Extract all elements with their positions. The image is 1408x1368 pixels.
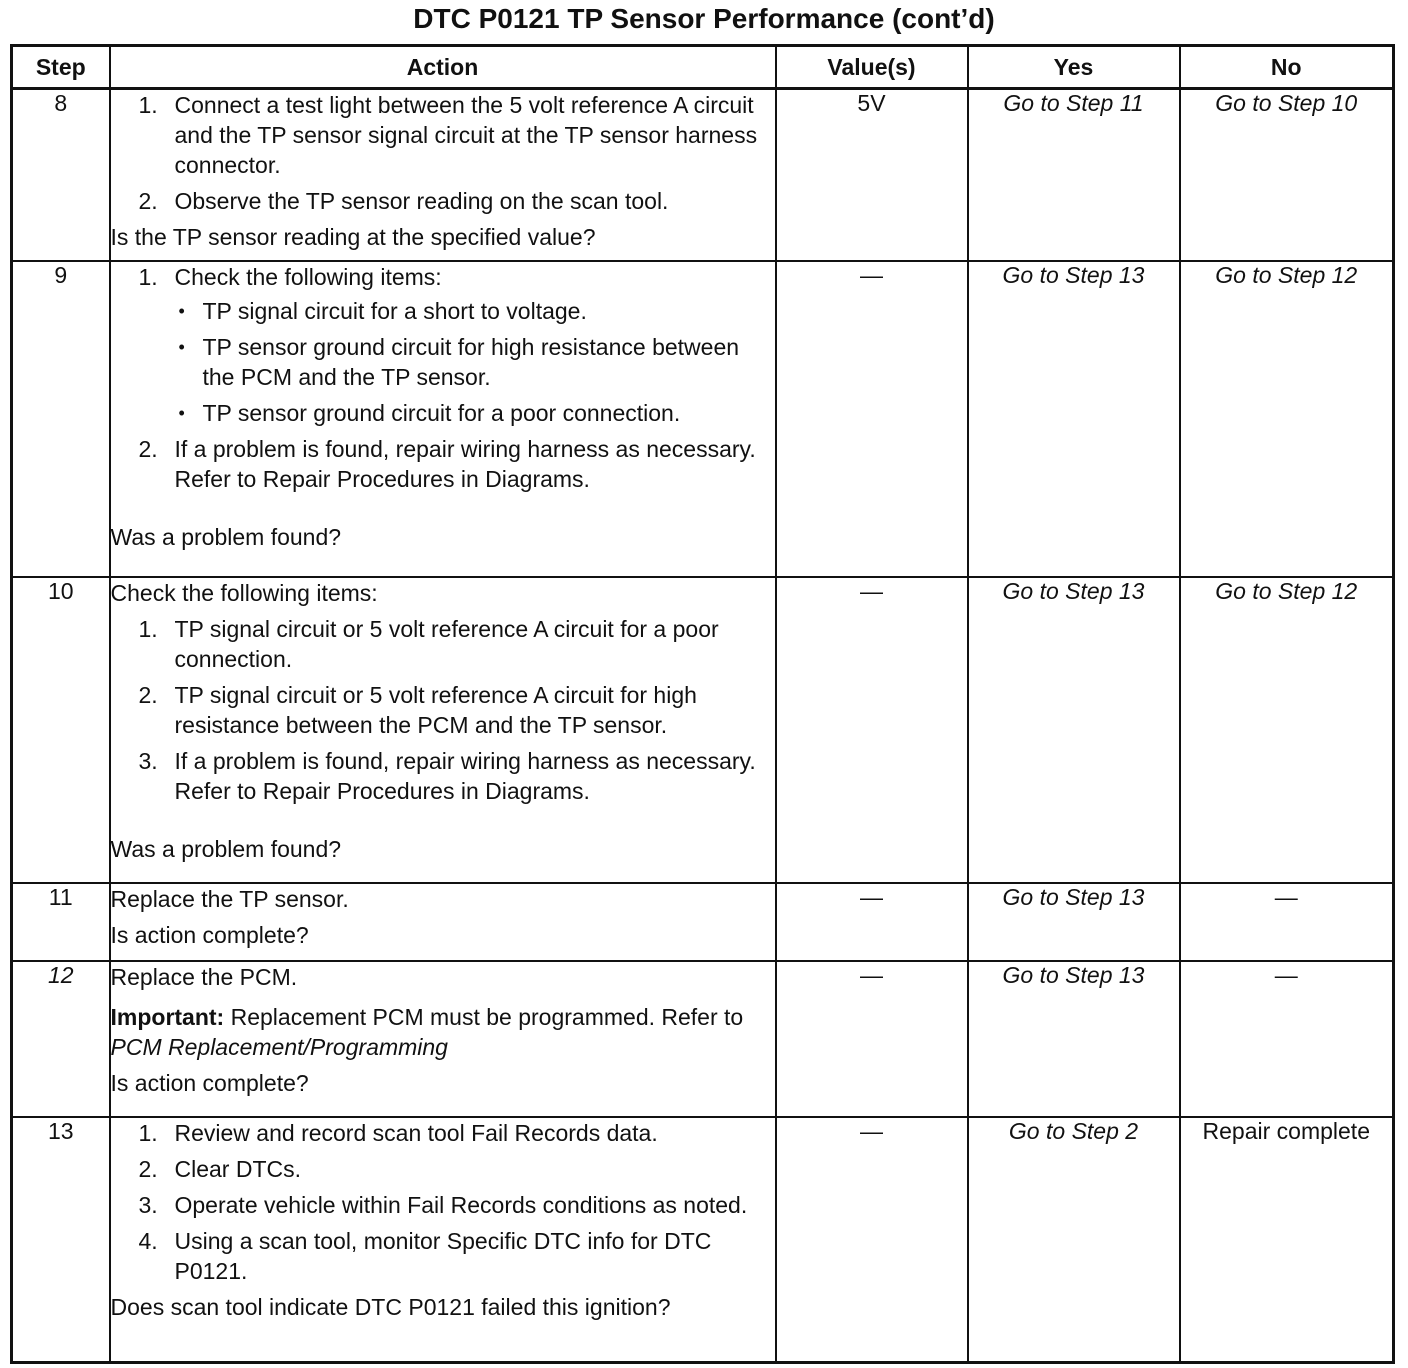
- table-row: [12, 577, 1394, 883]
- list-item: [111, 262, 775, 428]
- step-index: 2.: [138, 435, 158, 462]
- step-number: 10: [12, 577, 110, 883]
- step-index: 1.: [138, 92, 158, 118]
- value-cell: —: [776, 883, 968, 961]
- question-text: Does scan tool indicate DTC P0121 failed this ignition?: [110, 1293, 671, 1320]
- table-row: [12, 961, 1394, 1117]
- bullet-item: • TP sensor ground circuit for high resistance between the PCM and the TP sensor.: [175, 332, 775, 392]
- step-text: Clear DTCs.: [174, 1155, 302, 1182]
- list-item: [111, 680, 775, 740]
- table-row: [12, 1117, 1394, 1363]
- step-index: 1.: [138, 615, 158, 642]
- step-index: 1.: [138, 263, 158, 290]
- step-index: 3.: [138, 747, 158, 774]
- action-text: Replace the TP sensor.: [110, 885, 349, 912]
- question-text: Is action complete?: [110, 921, 309, 948]
- step-number: 12: [12, 961, 110, 1117]
- table-row: [12, 261, 1394, 577]
- action-cell: [110, 89, 776, 261]
- yes-link: Go to Step 2: [968, 1117, 1180, 1363]
- step-index: 2.: [138, 188, 158, 214]
- action-cell: [110, 961, 776, 1117]
- header-yes: Yes: [968, 46, 1180, 89]
- list-item: [111, 614, 775, 674]
- step-text: Operate vehicle within Fail Records conditions as noted.: [174, 1191, 748, 1218]
- action-cell: [110, 1117, 776, 1363]
- list-item: [111, 746, 775, 806]
- table-row: [12, 89, 1394, 261]
- action-steps: [111, 90, 775, 216]
- header-values: Value(s): [776, 46, 968, 89]
- question-text: Was a problem found?: [110, 835, 342, 862]
- step-text: TP signal circuit or 5 volt reference A circuit for high resistance between the PCM and the TP sensor.: [174, 681, 697, 738]
- header-step: Step: [12, 46, 110, 89]
- important-label: Important:: [110, 1003, 225, 1030]
- no-link: Go to Step 12: [1180, 261, 1394, 577]
- list-item: [111, 1226, 775, 1286]
- step-text: Review and record scan tool Fail Records data.: [174, 1119, 658, 1146]
- important-text: Replacement PCM must be programmed. Refer to: [230, 1003, 744, 1030]
- step-number: 13: [12, 1117, 110, 1363]
- important-reference: PCM Replacement/Programming: [110, 1033, 448, 1060]
- no-link: Go to Step 12: [1180, 577, 1394, 883]
- list-item: [111, 186, 775, 216]
- list-item: [111, 434, 775, 494]
- value-cell: —: [776, 961, 968, 1117]
- question-text: Is the TP sensor reading at the specified value?: [110, 224, 596, 250]
- step-index: 1.: [138, 1119, 158, 1146]
- list-item: [111, 1118, 775, 1148]
- important-note: [111, 1002, 775, 1062]
- question-text: Was a problem found?: [110, 523, 342, 550]
- value-cell: —: [776, 1117, 968, 1363]
- no-link: Go to Step 10: [1180, 89, 1394, 261]
- step-text: If a problem is found, repair wiring harness as necessary. Refer to Repair Procedures in Diagrams.: [174, 435, 756, 492]
- action-text: Replace the PCM.: [110, 963, 298, 990]
- step-text: Connect a test light between the 5 volt reference A circuit and the TP sensor signal circuit at the TP sensor harness connector.: [174, 92, 758, 178]
- diagnostic-table: [10, 44, 1395, 1364]
- header-action: Action: [110, 46, 776, 89]
- bullet-list: [175, 296, 775, 428]
- yes-link: Go to Step 13: [968, 261, 1180, 577]
- bullet-item: • TP signal circuit for a short to voltage.: [175, 296, 775, 326]
- yes-link: Go to Step 13: [968, 961, 1180, 1117]
- action-steps: [111, 1118, 775, 1286]
- action-cell: [110, 883, 776, 961]
- step-index: 2.: [138, 1155, 158, 1182]
- question-text: Is action complete?: [110, 1069, 309, 1096]
- step-index: 2.: [138, 681, 158, 708]
- step-number: 11: [12, 883, 110, 961]
- page-title: DTC P0121 TP Sensor Performance (cont’d): [413, 3, 995, 34]
- action-cell: [110, 261, 776, 577]
- step-number: 8: [12, 89, 110, 261]
- step-text: If a problem is found, repair wiring harness as necessary. Refer to Repair Procedures in Diagrams.: [174, 747, 756, 804]
- intro-text: Check the following items:: [110, 579, 378, 606]
- yes-link: Go to Step 13: [968, 577, 1180, 883]
- bullet-item: • TP sensor ground circuit for a poor connection.: [175, 398, 775, 428]
- step-text: Check the following items:: [174, 263, 442, 290]
- action-cell: [110, 577, 776, 883]
- action-steps: [111, 614, 775, 806]
- step-text: Observe the TP sensor reading on the scan tool.: [174, 188, 669, 214]
- value-cell: —: [776, 261, 968, 577]
- no-link: —: [1180, 883, 1394, 961]
- step-text: Using a scan tool, monitor Specific DTC info for DTC P0121.: [174, 1227, 712, 1284]
- yes-link: Go to Step 13: [968, 883, 1180, 961]
- step-index: 3.: [138, 1191, 158, 1218]
- list-item: [111, 1154, 775, 1184]
- step-index: 4.: [138, 1227, 158, 1254]
- no-link: —: [1180, 961, 1394, 1117]
- step-number: 9: [12, 261, 110, 577]
- no-link: Repair complete: [1180, 1117, 1394, 1363]
- value-cell: —: [776, 577, 968, 883]
- step-text: TP signal circuit or 5 volt reference A circuit for a poor connection.: [174, 615, 719, 672]
- header-no: No: [1180, 46, 1394, 89]
- list-item: [111, 1190, 775, 1220]
- action-steps: [111, 262, 775, 494]
- value-cell: 5V: [776, 89, 968, 261]
- table-row: [12, 883, 1394, 961]
- yes-link: Go to Step 11: [968, 89, 1180, 261]
- list-item: [111, 90, 775, 180]
- header-row: [12, 46, 1394, 89]
